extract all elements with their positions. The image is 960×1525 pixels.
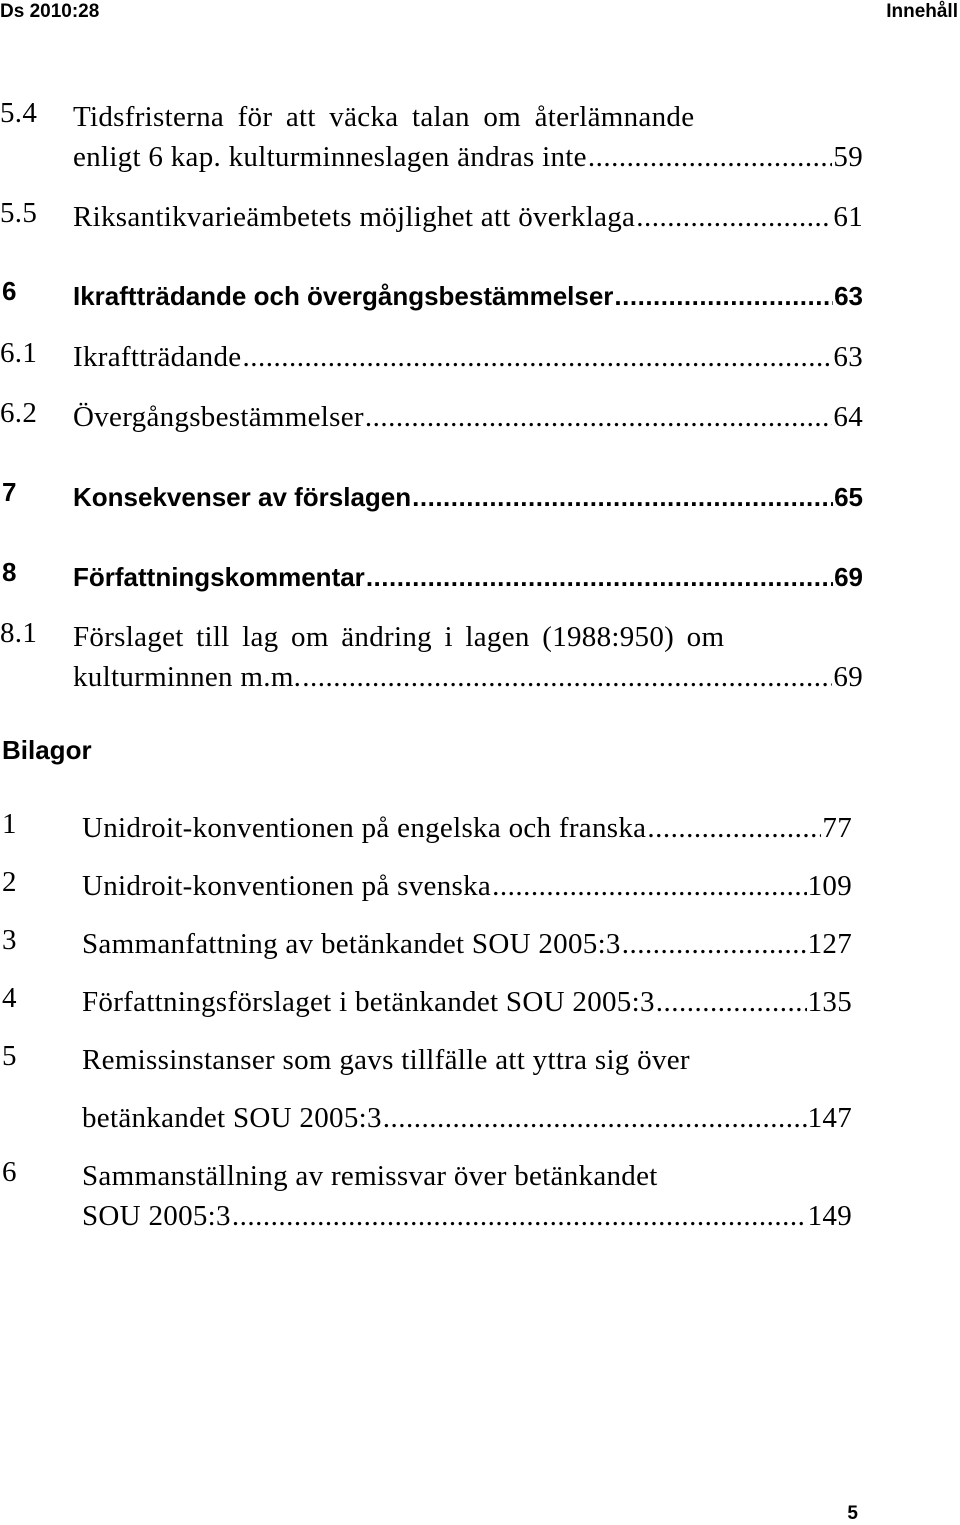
appendix-number: 3 [2,924,17,956]
toc-page-number: 63 [833,341,863,373]
leader-dots [656,982,807,1022]
leader-dots [366,557,833,597]
toc-number: 5.4 [0,97,38,129]
toc-title-line: Konsekvenser av förslagen [73,482,412,512]
toc-page-number: 69 [833,661,863,693]
leader-dots [242,337,832,377]
toc-page-number: 69 [834,562,863,592]
appendix-number: 5 [2,1040,17,1072]
toc-page-number: 63 [834,281,863,311]
appendix-number: 2 [2,866,17,898]
leader-dots [614,276,833,316]
leader-dots [383,1098,807,1138]
appendix-title-line: Unidroit-konventionen på engelska och franska [82,812,647,844]
appendix-page-number: 77 [822,812,852,844]
toc-number: 5.5 [0,197,38,229]
document-id: Ds 2010:28 [0,1,100,22]
appendix-title-line: betänkandet SOU 2005:3 [82,1102,382,1134]
toc-number: 6.2 [0,397,38,429]
toc-number: 8.1 [0,617,38,649]
running-head [0,0,960,30]
toc-number: 8 [2,557,17,587]
toc-number: 7 [2,477,17,507]
appendix-title-line: Sammanfattning av betänkandet SOU 2005:3 [82,928,621,960]
section-title: Innehåll [886,1,958,22]
leader-dots [636,197,832,237]
appendix-number: 1 [2,808,17,840]
appendix-heading: Bilagor [2,735,92,765]
appendix-page-number: 149 [807,1200,852,1232]
appendix-title-line: Unidroit-konventionen på svenska [82,870,492,902]
toc-title-line: enligt 6 kap. kulturminneslagen ändras inte [73,141,587,173]
leader-dots [622,924,807,964]
toc-page-number: 65 [834,482,863,512]
toc-title-line: Förslaget till lag om ändring i lagen (1988:950) om [73,621,725,653]
appendix-number: 6 [2,1156,17,1188]
toc-title-line: Övergångsbestämmelser [73,401,364,433]
toc-page-number: 61 [833,201,863,233]
toc-title-line: kulturminnen m.m. [73,661,302,693]
toc-title-line: Tidsfristerna för att väcka talan om återlämnande [73,101,695,133]
toc-title-line: Ikraftträdande och övergångsbestämmelser [73,281,614,311]
leader-dots [365,397,833,437]
appendix-title-line: Författningsförslaget i betänkandet SOU 2005:3 [82,986,655,1018]
appendix-page-number: 147 [807,1102,852,1134]
leader-dots [232,1196,807,1236]
appendix-title-line: Sammanställning av remissvar över betänkandet [82,1160,658,1192]
appendix-title-line: SOU 2005:3 [82,1200,231,1232]
toc-page-number: 64 [833,401,863,433]
appendix-page-number: 127 [807,928,852,960]
leader-dots [302,657,832,697]
toc-page-number: 59 [833,141,863,173]
toc-title-line: Ikraftträdande [73,341,242,373]
toc-title-line: Riksantikvarieämbetets möjlighet att överklaga [73,201,636,233]
toc-number: 6.1 [0,337,38,369]
appendix-number: 4 [2,982,17,1014]
toc-number: 6 [2,276,17,306]
appendix-page-number: 109 [807,870,852,902]
page-number: 5 [847,1503,858,1524]
leader-dots [647,808,821,848]
toc-title-line: Författningskommentar [73,562,365,592]
leader-dots [492,866,807,906]
leader-dots [588,137,833,177]
appendix-page-number: 135 [807,986,852,1018]
appendix-title-line: Remissinstanser som gavs tillfälle att yttra sig över [82,1044,690,1076]
leader-dots [412,477,833,517]
